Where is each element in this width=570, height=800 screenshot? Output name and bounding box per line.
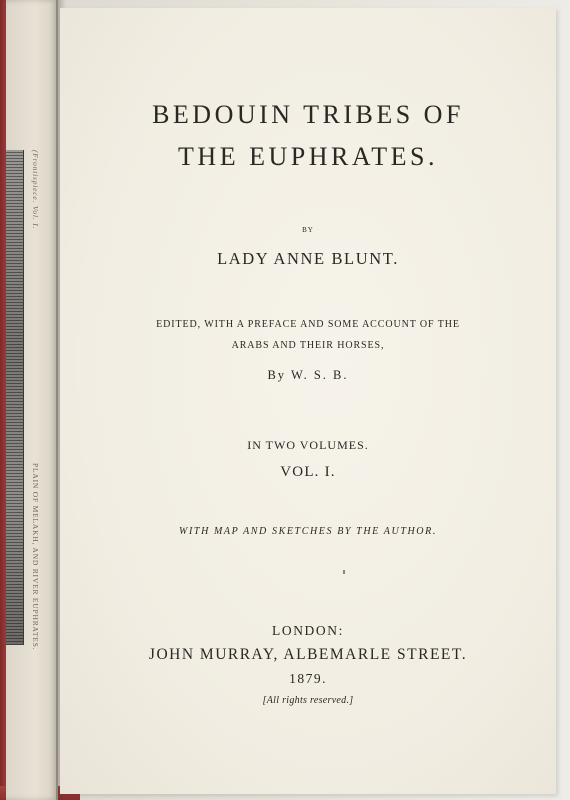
illustrations-note: WITH MAP AND SKETCHES BY THE AUTHOR.: [179, 526, 437, 537]
editor-name: By W. S. B.: [267, 368, 349, 382]
rights-notice: [All rights reserved.]: [262, 695, 354, 706]
by-line: BY: [302, 226, 314, 234]
edited-line-2: ARABS AND THEIR HORSES,: [231, 340, 385, 351]
edited-line-1: EDITED, WITH A PREFACE AND SOME ACCOUNT OF THE: [156, 319, 460, 330]
imprint-publisher: JOHN MURRAY, ALBEMARLE STREET.: [148, 646, 468, 663]
frontispiece-credit: (Frontispiece. Vol. I.: [31, 150, 40, 230]
title-page: [60, 8, 556, 794]
imprint-year: 1879.: [289, 671, 327, 686]
frontispiece-page: [6, 0, 58, 800]
volume-number: VOL. I.: [280, 464, 336, 480]
frontispiece-caption-block: [24, 150, 40, 650]
frontispiece-caption: PLAIN OF MELAKH, AND RIVER EUPHRATES.: [31, 462, 40, 650]
paper-speck: [343, 570, 345, 574]
imprint-place: LONDON:: [272, 623, 344, 638]
book-title-line-2: THE EUPHRATES.: [178, 142, 438, 171]
author-name: LADY ANNE BLUNT.: [217, 249, 399, 268]
frontispiece-engraving: [6, 150, 24, 645]
volume-count: IN TWO VOLUMES.: [247, 438, 369, 452]
book-title-line-1: BEDOUIN TRIBES OF: [152, 100, 464, 129]
